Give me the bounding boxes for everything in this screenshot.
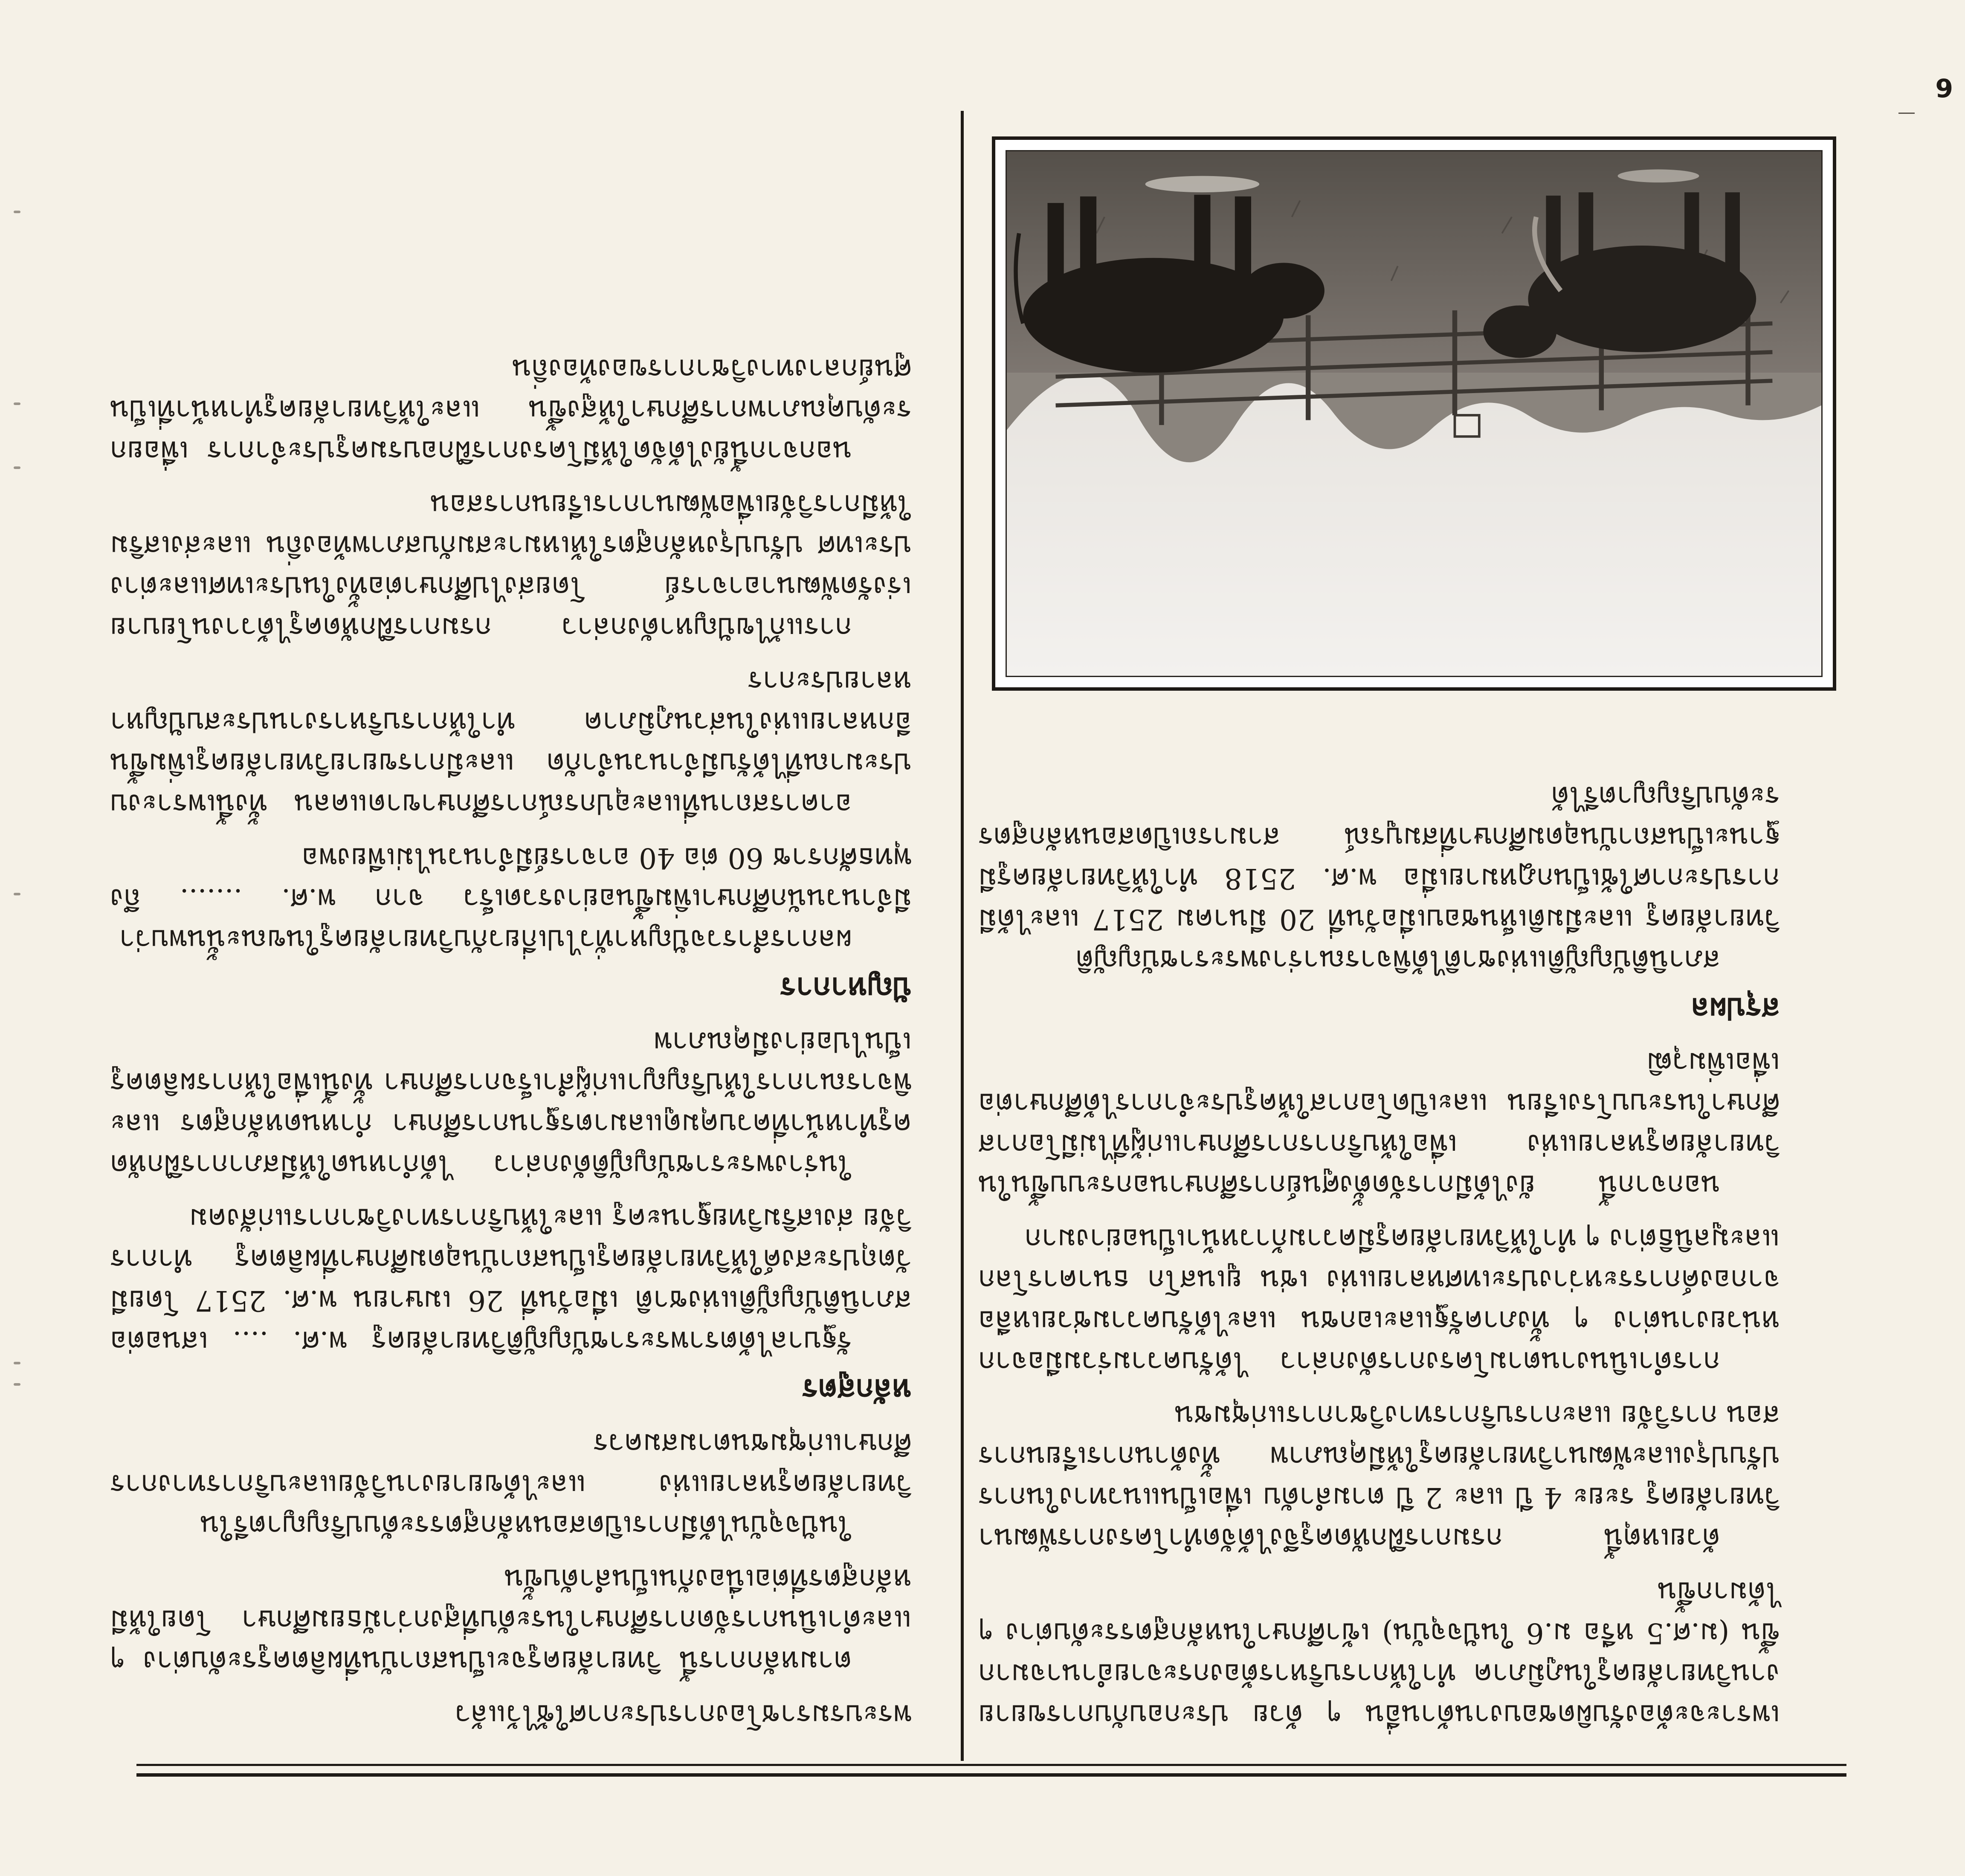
- page-number: 6: [1935, 72, 1953, 102]
- paragraph: การแก้ไขปัญหาดังกล่าว กรมการฝึกหัดครูได้วางนโยบายเร่งรัดพัฒนาอาจารย์ โดยส่งไปศึกษาต่อทั้งในประเทศและต่างประเทศ ปรับปรุงหลักสูตรให้เหมาะสมกับสภาพท้องถิ่น และส่งเสริมให้มีการวิจัยเพื่อพัฒนาการเรียนการสอน: [110, 489, 912, 644]
- scan-mark: [14, 402, 20, 405]
- section-heading: สรุปผล: [1691, 991, 1780, 1026]
- paragraph: รัฐบาลได้ตราพระราชบัญญัติวิทยาลัยครู พ.ศ. .... เสนอต่อสภานิติบัญญัติแห่งชาติ เมื่อวันที่ 26 เมษายน พ.ศ. 2517 โดยมีวัตถุประสงค์ให้วิทยาลัยครูเป็นสถาบันอุดมศึกษาที่ผลิตครู ทำการวิจัย ส่งเสริมวิทยฐานะครู และให้บริการทางวิชาการแก่สังคม: [110, 1202, 912, 1358]
- paragraph: ในร่างพระราชบัญญัติดังกล่าว ได้กำหนดให้มีสภาการฝึกหัดครูทำหน้าที่ควบคุมดูแลมาตรฐานการศึกษา กำหนดหลักสูตร และพิจารณาการให้ปริญญาแก่ผู้สำเร็จการศึกษา ทั้งนี้เพื่อให้การผลิตครูเป็นไปอย่างมีคุณภาพ: [110, 1026, 912, 1181]
- left-text-column: [110, 353, 912, 1735]
- paragraph: ตามหลักการนี้ วิทยาลัยครูจะเป็นสถาบันที่ผลิตครูระดับต่าง ๆ และดำเนินการจัดการศึกษาในระดับที่สูงกว่ามัธยมศึกษา โดยให้มีหลักสูตรที่ต่อเนื่องกันเป็นลำดับขั้น: [110, 1563, 912, 1678]
- photo-icon: [1007, 151, 1821, 676]
- paragraph: ในปัจจุบันได้มีการเปิดสอนหลักสูตรระดับปริญญาตรีในวิทยาลัยครูหลายแห่ง และได้ขยายงานวิจัยและบริการทางการศึกษาแก่ชุมชนตามสมควร: [110, 1427, 912, 1542]
- scan-mark: [14, 893, 20, 895]
- photo-frame: [992, 136, 1836, 691]
- paragraph: ด้วยเหตุนี้ กรมการฝึกหัดครูจึงได้จัดทำโครงการพัฒนาวิทยาลัยครู ระยะ 4 ปี และ 2 ปี ตามลำดับ เพื่อเป็นแนวทางในการปรับปรุงและพัฒนาวิทยาลัยครูให้มีคุณภาพ ทั้งด้านการเรียนการสอน การวิจัย และการบริการทางวิชาการแก่ชุมชน: [978, 1399, 1780, 1555]
- paragraph: อาคารสถานที่และอุปกรณ์การศึกษาขาดแคลน ทั้งนี้เพราะงบประมาณที่ได้รับมีจำนวนจำกัด และมีการขยายวิทยาลัยครูเพิ่มขึ้นอีกหลายแห่งในส่วนภูมิภาค ทำให้การบริหารงานประสบปัญหาหลายประการ: [110, 665, 912, 821]
- paragraph: นอกจากนี้ ยังได้มีการจัดตั้งศูนย์การศึกษานอกระบบขึ้นในวิทยาลัยครูหลายแห่ง เพื่อให้บริการการศึกษาแก่ผู้ที่ไม่มีโอกาสศึกษาในระบบโรงเรียน และเปิดโอกาสให้ครูประจำการได้ศึกษาต่อเพื่อเพิ่มวุฒิ: [978, 1046, 1780, 1202]
- column-divider: [961, 111, 964, 1761]
- scan-mark: [14, 466, 20, 469]
- cattle-grazing-photo: [1006, 150, 1823, 677]
- page-number-tick: [1898, 113, 1915, 114]
- paragraph: นอกจากนี้ยังได้จัดให้มีโครงการฝึกอบรมครูประจำการ เพื่อยกระดับคุณภาพการศึกษาให้สูงขึ้น และให้วิทยาลัยครูทำหน้าที่เป็นศูนย์กลางทางวิชาการของท้องถิ่น: [110, 353, 912, 468]
- paragraph: ผลการสำรวจปัญหาทั่วไปเกี่ยวกับวิทยาลัยครูในขณะนั้นพบว่ามีจำนวนนักศึกษาเพิ่มขึ้นอย่างรวดเร็ว จาก พ.ศ. ....... ถึงพุทธศักราช 60 ต่อ 40 อาจารย์มีจำนวนไม่เพียงพอ: [110, 842, 912, 956]
- header-rule-thin: [136, 1764, 1846, 1766]
- header-rule-thick: [136, 1773, 1846, 1777]
- paragraph: สภานิติบัญญัติแห่งชาติได้พิจารณาร่างพระราชบัญญัติวิทยาลัยครู และมีมติเห็นชอบเมื่อวันที่ 20 มีนาคม 2517 และได้มีการประกาศใช้เป็นกฎหมายเมื่อ พ.ศ. 2518 ทำให้วิทยาลัยครูมีฐานะเป็นสถาบันอุดมศึกษาที่สมบูรณ์ สามารถเปิดสอนหลักสูตรระดับปริญญาตรีได้: [978, 780, 1780, 977]
- paragraph: เพราะจะต้องรับผิดชอบงานด้านอื่น ๆ ด้วย ประกอบกับการขยายงานวิทยาลัยครูในภูมิภาค ทำให้การบริหารต้องกระจายอำนาจมากขึ้น (ม.ศ.5 หรือ ม.6 ในปัจจุบัน) เข้าศึกษาในหลักสูตรระดับต่าง ๆ ได้มากขึ้น: [978, 1576, 1780, 1731]
- paragraph: การดำเนินงานตามโครงการดังกล่าว ได้รับความร่วมมือจากหน่วยงานต่าง ๆ ทั้งภาครัฐและเอกชน และได้รับความช่วยเหลือจากองค์การระหว่างประเทศหลายแห่ง เช่น ยูเนสโก ธนาคารโลก และมูลนิธิต่าง ๆ ทำให้วิทยาลัยครูมีความก้าวหน้าเป็นอย่างมาก: [978, 1223, 1780, 1378]
- paragraph: พระบรมราชโองการประกาศใช้ไว้แล้ว: [455, 1699, 912, 1731]
- section-heading: หลักสูตร: [802, 1372, 912, 1407]
- scan-mark: [14, 1383, 20, 1386]
- scan-mark: [14, 1362, 20, 1364]
- section-heading: ปัญหาการ: [780, 971, 912, 1006]
- right-text-column: [978, 763, 1780, 1735]
- scan-mark: [14, 211, 20, 213]
